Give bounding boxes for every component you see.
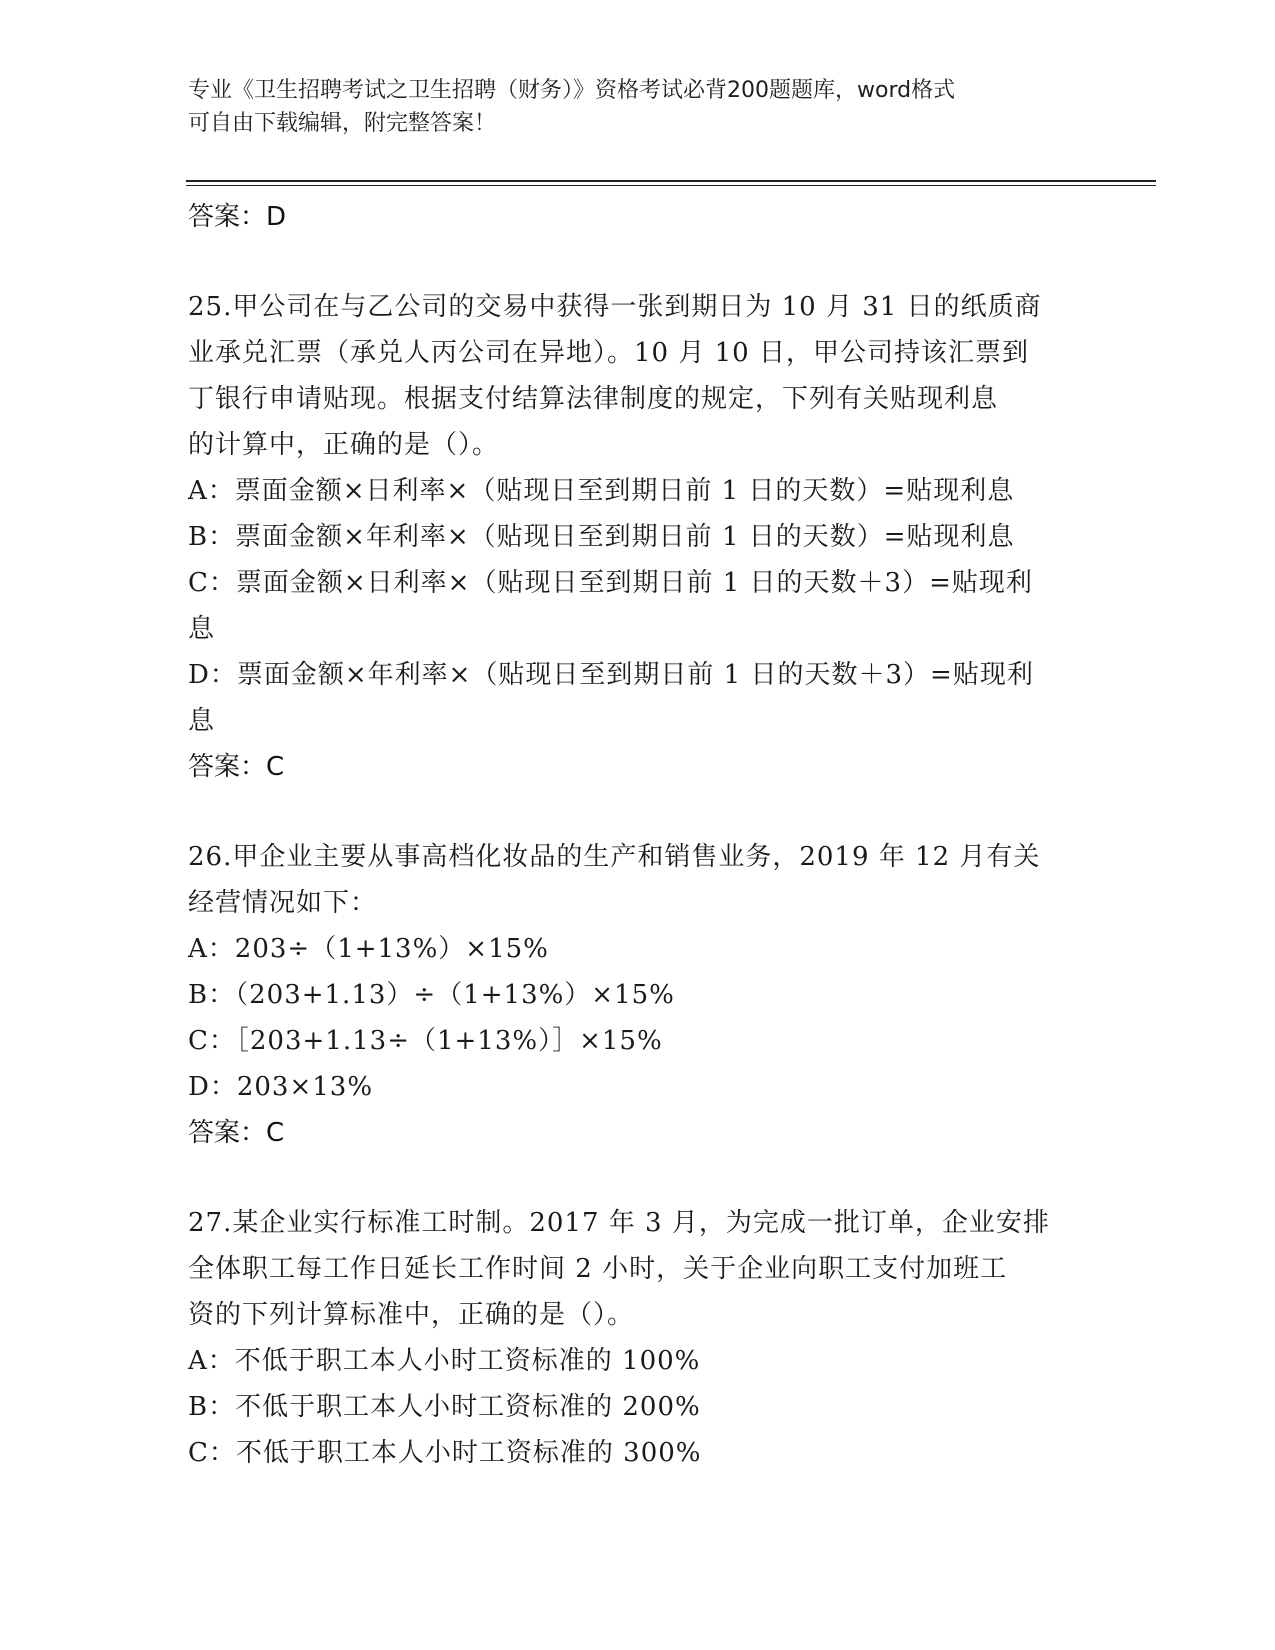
option-b: B：不低于职工本人小时工资标准的 200% [188, 1392, 701, 1422]
option-c: C：不低于职工本人小时工资标准的 300% [188, 1438, 702, 1468]
option-a: A：不低于职工本人小时工资标准的 100% [188, 1346, 701, 1376]
question-stem-line: 经营情况如下： [188, 888, 378, 918]
option-c-continued: 息 [188, 614, 216, 644]
option-c: C：票面金额×日利率×（贴现日至到期日前 1 日的天数＋3）=贴现利 [188, 568, 1033, 598]
spacer [188, 790, 1088, 834]
question-stem-line: 资的下列计算标准中，正确的是（）。 [188, 1300, 635, 1330]
answer-label: 答案：C [188, 752, 285, 782]
header-divider-thin [186, 185, 1156, 186]
document-header [188, 74, 1088, 140]
question-stem-line: 的计算中，正确的是（）。 [188, 430, 500, 460]
option-c: C：［203+1.13÷（1+13%）］×15% [188, 1026, 663, 1056]
option-b: B：票面金额×年利率×（贴现日至到期日前 1 日的天数）=贴现利息 [188, 522, 1015, 552]
question-stem-line: 27.某企业实行标准工时制。2017 年 3 月，为完成一批订单，企业安排 [188, 1208, 1050, 1238]
option-a: A：203÷（1+13%）×15% [188, 934, 549, 964]
question-stem-line: 26.甲企业主要从事高档化妆品的生产和销售业务，2019 年 12 月有关 [188, 842, 1041, 872]
question-stem-line: 25.甲公司在与乙公司的交易中获得一张到期日为 10 月 31 日的纸质商 [188, 292, 1042, 322]
spacer [188, 1156, 1088, 1200]
spacer [188, 240, 1088, 284]
document-body [188, 194, 1088, 1476]
answer-label: 答案：D [188, 202, 287, 232]
question-stem-line: 业承兑汇票（承兑人丙公司在异地）。10 月 10 日，甲公司持该汇票到 [188, 338, 1029, 368]
question-stem-line: 丁银行申请贴现。根据支付结算法律制度的规定，下列有关贴现利息 [188, 384, 999, 414]
option-d-continued: 息 [188, 706, 216, 736]
question-26 [188, 834, 1088, 1156]
question-27 [188, 1200, 1088, 1476]
header-line: 可自由下载编辑，附完整答案！ [188, 111, 497, 136]
header-divider [186, 180, 1156, 182]
option-b: B：（203+1.13）÷（1+13%）×15% [188, 980, 675, 1010]
question-25 [188, 284, 1088, 790]
answer-label: 答案：C [188, 1118, 285, 1148]
header-line: 专业《卫生招聘考试之卫生招聘（财务）》资格考试必背200题题库，word格式 [188, 78, 956, 103]
option-d: D：203×13% [188, 1072, 374, 1102]
option-d: D：票面金额×年利率×（贴现日至到期日前 1 日的天数＋3）=贴现利 [188, 660, 1034, 690]
question-stem-line: 全体职工每工作日延长工作时间 2 小时，关于企业向职工支付加班工 [188, 1254, 1008, 1284]
option-a: A：票面金额×日利率×（贴现日至到期日前 1 日的天数）=贴现利息 [188, 476, 1015, 506]
